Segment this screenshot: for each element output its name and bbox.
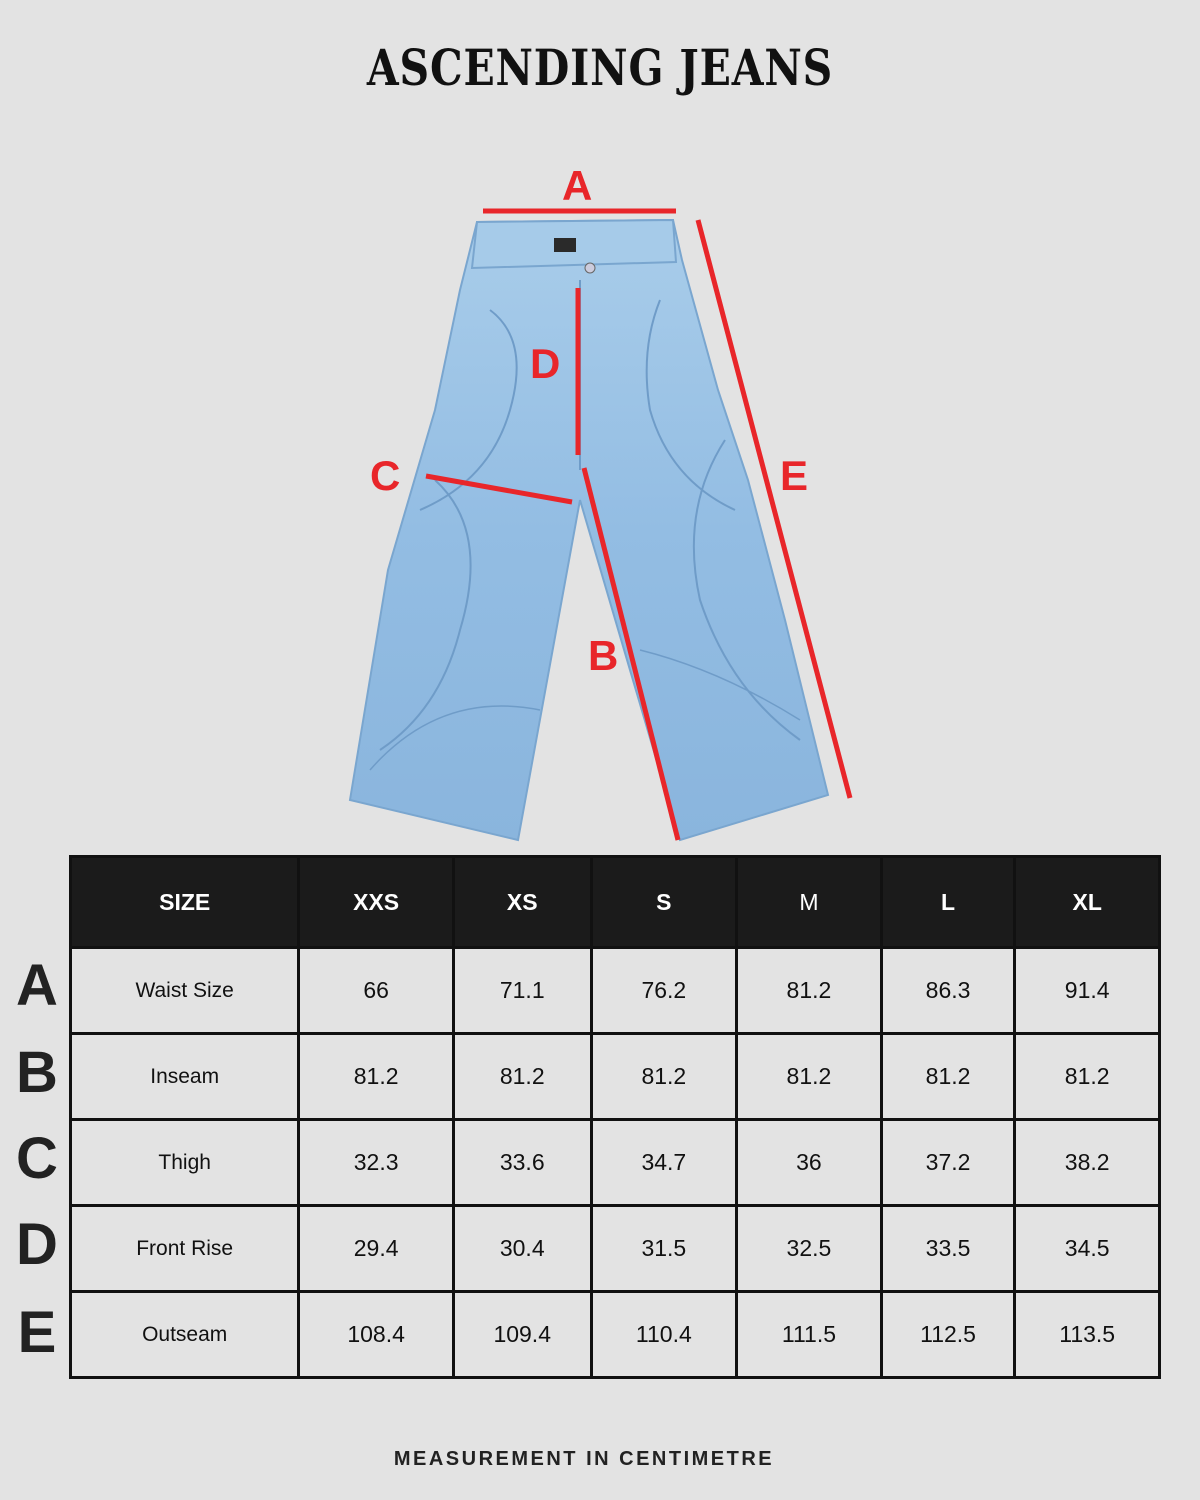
table-cell: 81.2 <box>1015 1034 1160 1120</box>
table-cell: 112.5 <box>881 1292 1015 1378</box>
table-cell: 81.2 <box>299 1034 454 1120</box>
measure-label-d: D <box>530 340 561 387</box>
table-cell: 34.5 <box>1015 1206 1160 1292</box>
table-cell: 109.4 <box>453 1292 591 1378</box>
jeans-diagram-svg <box>340 150 880 850</box>
table-cell: 111.5 <box>737 1292 882 1378</box>
measure-label-c: C <box>370 452 401 499</box>
row-name: Front Rise <box>71 1206 299 1292</box>
measure-label-b: B <box>588 632 619 679</box>
table-cell: 108.4 <box>299 1292 454 1378</box>
table-cell: 71.1 <box>453 948 591 1034</box>
header-l: L <box>881 857 1015 948</box>
row-name: Thigh <box>71 1120 299 1206</box>
row-letter-d: D <box>16 1212 58 1277</box>
header-xxs: XXS <box>299 857 454 948</box>
jeans-icon <box>350 220 828 840</box>
table-cell: 66 <box>299 948 454 1034</box>
row-letter-a: A <box>16 953 58 1018</box>
table-cell: 29.4 <box>299 1206 454 1292</box>
button-icon <box>585 263 595 273</box>
table-cell: 81.2 <box>737 948 882 1034</box>
table-cell: 37.2 <box>881 1120 1015 1206</box>
table-row <box>71 1120 1160 1206</box>
row-name: Waist Size <box>71 948 299 1034</box>
measure-label-a: A <box>562 162 593 209</box>
table-cell: 30.4 <box>453 1206 591 1292</box>
table-cell: 76.2 <box>591 948 737 1034</box>
header-s: S <box>591 857 737 948</box>
header-xl: XL <box>1015 857 1160 948</box>
table-cell: 32.5 <box>737 1206 882 1292</box>
table-row <box>71 1206 1160 1292</box>
table-cell: 86.3 <box>881 948 1015 1034</box>
table-cell: 36 <box>737 1120 882 1206</box>
table-row <box>71 1034 1160 1120</box>
table-cell: 81.2 <box>881 1034 1015 1120</box>
page-title: ASCENDING JEANS <box>366 38 834 97</box>
table-row <box>71 1292 1160 1378</box>
table-cell: 91.4 <box>1015 948 1160 1034</box>
measurement-unit-note: MEASUREMENT IN CENTIMETRE <box>393 1448 775 1470</box>
table-cell: 33.5 <box>881 1206 1015 1292</box>
table-cell: 113.5 <box>1015 1292 1160 1378</box>
header-xs: XS <box>453 857 591 948</box>
table-cell: 33.6 <box>453 1120 591 1206</box>
row-name: Outseam <box>71 1292 299 1378</box>
size-chart-table <box>69 855 1161 1379</box>
table-header-row <box>71 857 1160 948</box>
header-size: SIZE <box>71 857 299 948</box>
table-row <box>71 948 1160 1034</box>
table-cell: 81.2 <box>453 1034 591 1120</box>
row-letter-e: E <box>17 1300 57 1365</box>
row-letter-c: C <box>16 1126 58 1191</box>
measure-label-e: E <box>780 452 809 499</box>
table-cell: 38.2 <box>1015 1120 1160 1206</box>
table-cell: 81.2 <box>737 1034 882 1120</box>
table-cell: 32.3 <box>299 1120 454 1206</box>
row-letter-b: B <box>16 1040 58 1105</box>
table-cell: 31.5 <box>591 1206 737 1292</box>
table-cell: 34.7 <box>591 1120 737 1206</box>
jeans-measurement-diagram <box>340 150 880 850</box>
table-cell: 110.4 <box>591 1292 737 1378</box>
row-name: Inseam <box>71 1034 299 1120</box>
header-m: M <box>737 857 882 948</box>
brand-patch-icon <box>554 238 576 252</box>
table-cell: 81.2 <box>591 1034 737 1120</box>
